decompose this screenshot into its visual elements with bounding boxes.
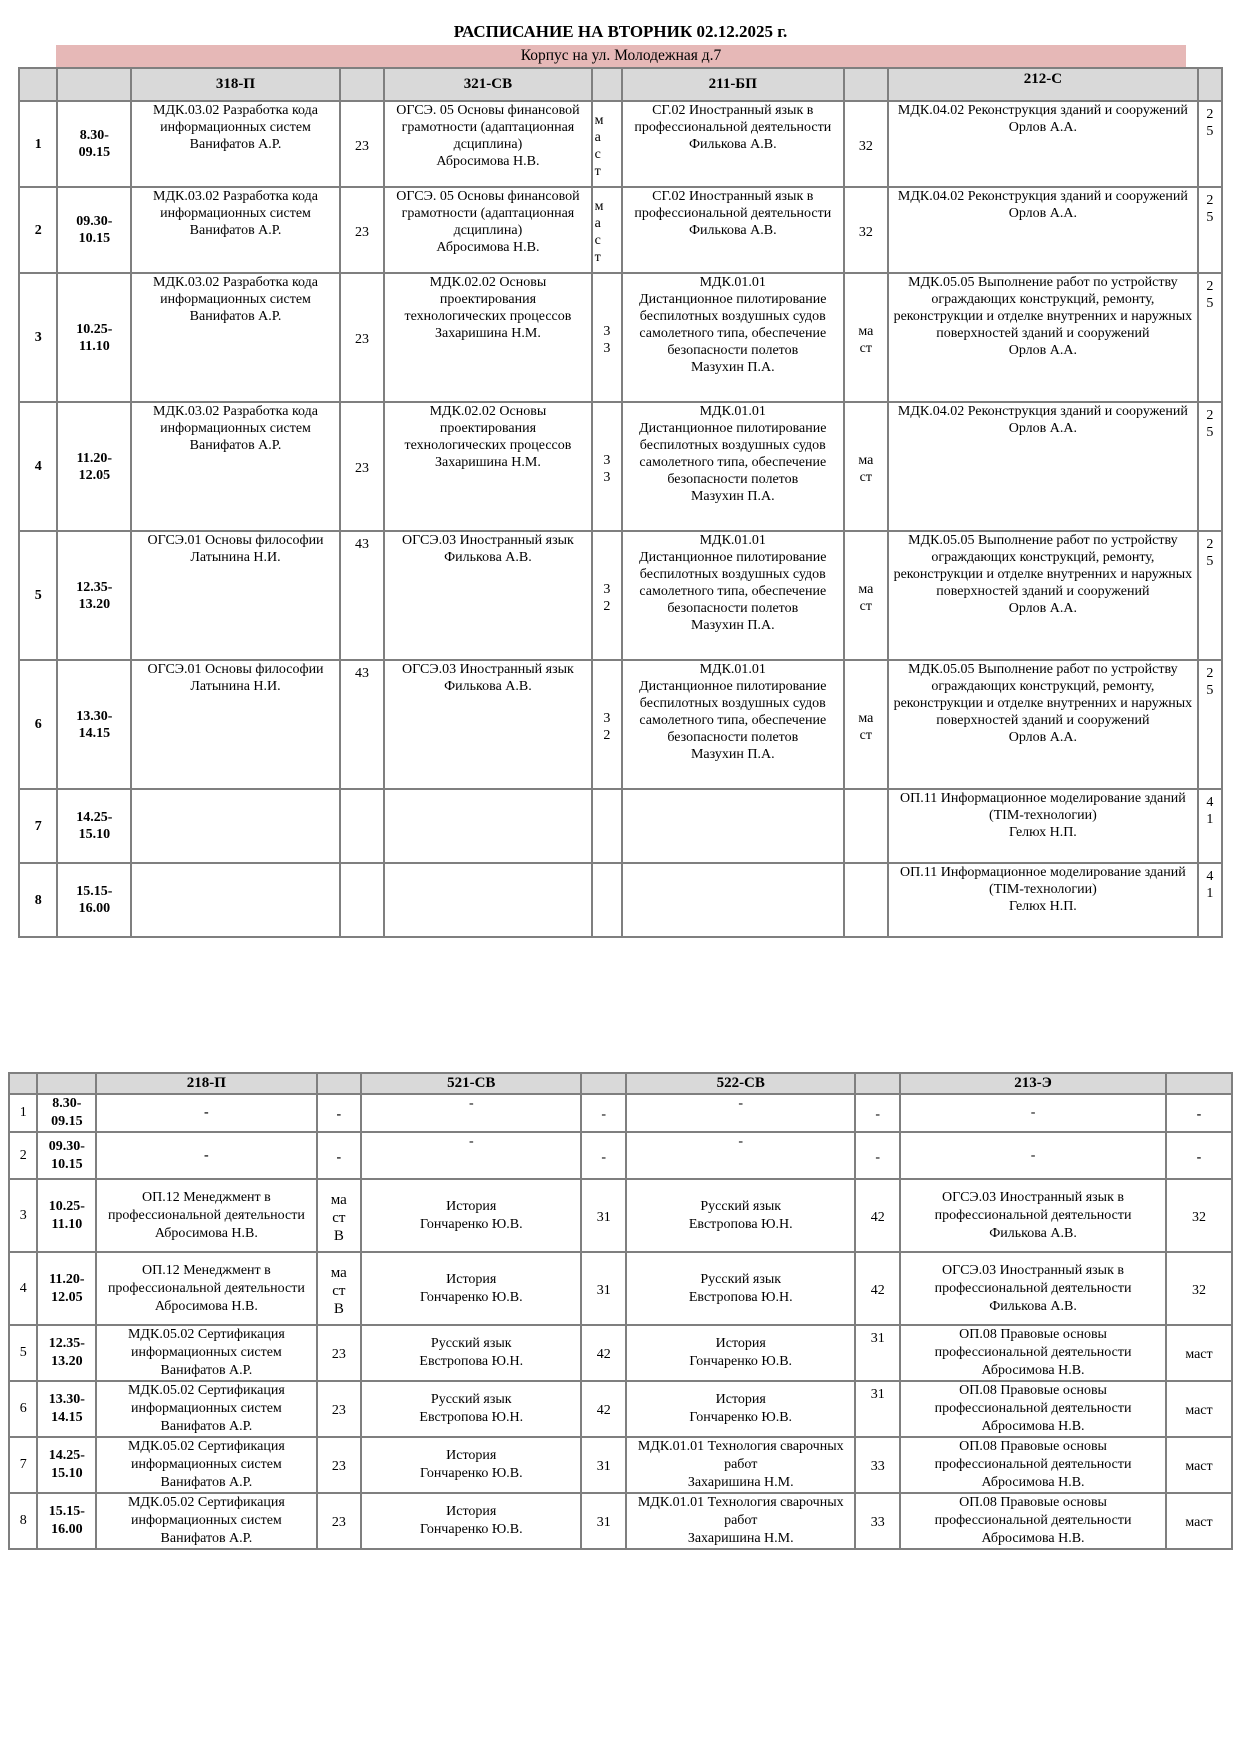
header-room (855, 1073, 900, 1094)
lesson-text: МДК.01.01 Дистанционное пилотирование беспилотных воздушных судов самолетного типа, обеспечение безопасности полетов Мазухин П.А. (639, 404, 827, 504)
table-row (19, 660, 1222, 789)
lesson-text: История Гончаренко Ю.В. (689, 1392, 793, 1425)
lesson-text: ОГСЭ.01 Основы философии Латынина Н.И. (147, 662, 324, 694)
room-cell: 31 (855, 1325, 900, 1381)
lesson-text: - (1030, 1105, 1036, 1120)
lesson-number: 2 (19, 187, 57, 273)
lesson-cell (622, 789, 844, 863)
lesson-text: ОГСЭ. 05 Основы финансовой грамотности (адаптационная дсциплина) Абросимова Н.В. (396, 189, 580, 255)
room-cell: 42 (855, 1179, 900, 1252)
lesson-time: 13.30- 14.15 (57, 660, 131, 789)
lesson-cell (384, 402, 591, 531)
room-cell: 31 (855, 1381, 900, 1437)
lesson-cell (361, 1437, 581, 1493)
schedule-table-2 (8, 1072, 1233, 1550)
room-cell: - (317, 1094, 362, 1132)
lesson-text: ОП.11 Информационное моделирование зданий (ТIМ-технологии) Гелюх Н.П. (900, 791, 1186, 840)
lesson-text: МДК.02.02 Основы проектирования технологических процессов Захаришина Н.М. (404, 404, 572, 470)
lesson-number: 8 (9, 1493, 37, 1549)
table-row (9, 1179, 1232, 1252)
room-cell: ма ст (844, 273, 889, 402)
group-header: 213-Э (900, 1073, 1166, 1094)
lesson-text: ОП.08 Правовые основы профессиональной деятельности Абросимова Н.В. (934, 1439, 1132, 1490)
lesson-cell (96, 1132, 316, 1179)
room-cell (340, 789, 385, 863)
lesson-text: МДК.01.01 Дистанционное пилотирование беспилотных воздушных судов самолетного типа, обеспечение безопасности полетов Мазухин П.А. (639, 275, 827, 375)
table-header-row (19, 68, 1222, 101)
lesson-cell (888, 187, 1198, 273)
lesson-cell (384, 789, 591, 863)
lesson-number: 1 (9, 1094, 37, 1132)
lesson-cell (626, 1132, 855, 1179)
header-num (19, 68, 57, 101)
lesson-cell (626, 1381, 855, 1437)
lesson-text: МДК.05.05 Выполнение работ по устройству ограждающих конструкций, ремонту, реконструкции и отделке внутренних и наружных поверхностей зданий и сооружений Орлов А.А. (893, 275, 1193, 358)
room-cell: маст (1166, 1325, 1232, 1381)
lesson-cell (888, 273, 1198, 402)
lesson-cell (622, 187, 844, 273)
lesson-text: МДК.04.02 Реконструкция зданий и сооружений Орлов А.А. (897, 404, 1188, 436)
lesson-time: 11.20- 12.05 (37, 1252, 96, 1325)
room-cell: 23 (317, 1437, 362, 1493)
room-cell: ма ст (844, 402, 889, 531)
header-room (844, 68, 889, 101)
room-cell (592, 789, 622, 863)
lesson-number: 2 (9, 1132, 37, 1179)
lesson-cell (384, 660, 591, 789)
lesson-text: История Гончаренко Ю.В. (419, 1198, 523, 1232)
header-time (57, 68, 131, 101)
room-cell: маст (1166, 1381, 1232, 1437)
header-room (317, 1073, 362, 1094)
lesson-cell (626, 1325, 855, 1381)
room-cell: ма ст В (317, 1179, 362, 1252)
lesson-number: 8 (19, 863, 57, 937)
lesson-text: МДК.01.01 Технология сварочных работ Захаришина Н.М. (637, 1495, 844, 1546)
lesson-text: МДК.03.02 Разработка кода информационных систем Ванифатов А.Р. (153, 189, 318, 238)
lesson-time: 15.15- 16.00 (37, 1493, 96, 1549)
room-cell: 31 (581, 1179, 626, 1252)
lesson-text: Русский язык Евстропова Ю.Н. (419, 1392, 524, 1425)
room-cell: 2 5 (1198, 273, 1222, 402)
lesson-cell (361, 1493, 581, 1549)
lesson-time: 8.30- 09.15 (37, 1094, 96, 1132)
table-row (19, 863, 1222, 937)
lesson-number: 6 (9, 1381, 37, 1437)
header-room (1166, 1073, 1232, 1094)
lesson-text: МДК.05.02 Сертификация информационных систем Ванифатов А.Р. (127, 1327, 285, 1378)
room-cell: 23 (317, 1493, 362, 1549)
room-cell: - (855, 1094, 900, 1132)
lesson-number: 7 (9, 1437, 37, 1493)
room-cell: 23 (317, 1325, 362, 1381)
lesson-text: Русский язык Евстропова Ю.Н. (419, 1336, 524, 1369)
lesson-text: ОП.12 Менеджмент в профессиональной деятельности Абросимова Н.В. (107, 1262, 305, 1314)
lesson-cell (888, 101, 1198, 187)
lesson-text: МДК.03.02 Разработка кода информационных систем Ванифатов А.Р. (153, 103, 318, 152)
lesson-cell (131, 531, 339, 660)
lesson-cell (626, 1493, 855, 1549)
table-row (19, 531, 1222, 660)
lesson-cell (361, 1094, 581, 1132)
group-header: 522-СВ (626, 1073, 855, 1094)
lesson-text: МДК.05.02 Сертификация информационных систем Ванифатов А.Р. (127, 1495, 285, 1546)
lesson-cell (900, 1325, 1166, 1381)
lesson-text: МДК.01.01 Дистанционное пилотирование беспилотных воздушных судов самолетного типа, обеспечение безопасности полетов Мазухин П.А. (639, 533, 827, 633)
lesson-text: - (468, 1134, 474, 1149)
lesson-number: 6 (19, 660, 57, 789)
table-row (19, 789, 1222, 863)
room-cell: 2 5 (1198, 531, 1222, 660)
room-cell: 23 (340, 402, 385, 531)
room-cell: - (1166, 1132, 1232, 1179)
room-cell: м а с т (592, 187, 622, 273)
lesson-cell (900, 1179, 1166, 1252)
group-header: 321-СВ (384, 68, 591, 101)
lesson-text: МДК.05.02 Сертификация информационных систем Ванифатов А.Р. (127, 1439, 285, 1490)
lesson-cell (384, 531, 591, 660)
lesson-cell (626, 1094, 855, 1132)
lesson-cell (622, 531, 844, 660)
room-cell (844, 789, 889, 863)
room-cell (340, 863, 385, 937)
table-row (9, 1132, 1232, 1179)
lesson-cell (131, 187, 339, 273)
room-cell: маст (1166, 1493, 1232, 1549)
lesson-text: СГ.02 Иностранный язык в профессиональной деятельности Филькова А.В. (634, 189, 832, 238)
table-header-row (9, 1073, 1232, 1094)
lesson-text: Русский язык Евстропова Ю.Н. (688, 1198, 793, 1232)
lesson-time: 8.30- 09.15 (57, 101, 131, 187)
lesson-cell (622, 273, 844, 402)
lesson-number: 5 (19, 531, 57, 660)
room-cell: 31 (581, 1437, 626, 1493)
lesson-cell (96, 1493, 316, 1549)
room-cell: 23 (340, 273, 385, 402)
lesson-text: История Гончаренко Ю.В. (419, 1271, 523, 1305)
table-row (19, 402, 1222, 531)
lesson-text: ОП.11 Информационное моделирование зданий (ТIМ-технологии) Гелюх Н.П. (900, 865, 1186, 914)
lesson-cell (626, 1179, 855, 1252)
room-cell: 3 3 (592, 273, 622, 402)
room-cell: 2 5 (1198, 660, 1222, 789)
room-cell: - (855, 1132, 900, 1179)
room-cell: 3 2 (592, 531, 622, 660)
table-row (9, 1252, 1232, 1325)
lesson-text: МДК.04.02 Реконструкция зданий и сооружений Орлов А.А. (897, 189, 1188, 221)
lesson-cell (131, 660, 339, 789)
header-room (1198, 68, 1222, 101)
lesson-text: История Гончаренко Ю.В. (419, 1504, 523, 1537)
lesson-cell (361, 1252, 581, 1325)
lesson-cell (384, 101, 591, 187)
lesson-text: МДК.02.02 Основы проектирования технологических процессов Захаришина Н.М. (404, 275, 572, 341)
lesson-cell (888, 531, 1198, 660)
lesson-cell (900, 1437, 1166, 1493)
room-cell: 3 3 (592, 402, 622, 531)
lesson-cell (131, 101, 339, 187)
lesson-cell (888, 863, 1198, 937)
header-num (9, 1073, 37, 1094)
lesson-text: МДК.04.02 Реконструкция зданий и сооружений Орлов А.А. (897, 103, 1188, 135)
room-cell: 2 5 (1198, 402, 1222, 531)
room-cell: м а с т (592, 101, 622, 187)
lesson-text: МДК.03.02 Разработка кода информационных систем Ванифатов А.Р. (153, 275, 318, 324)
group-header: 211-БП (622, 68, 844, 101)
header-room (581, 1073, 626, 1094)
lesson-text: МДК.05.05 Выполнение работ по устройству ограждающих конструкций, ремонту, реконструкции и отделке внутренних и наружных поверхностей зданий и сооружений Орлов А.А. (893, 533, 1193, 616)
room-cell: 2 5 (1198, 101, 1222, 187)
lesson-text: МДК.01.01 Дистанционное пилотирование беспилотных воздушных судов самолетного типа, обеспечение безопасности полетов Мазухин П.А. (639, 662, 827, 762)
room-cell: 42 (581, 1381, 626, 1437)
lesson-time: 14.25- 15.10 (57, 789, 131, 863)
lesson-text: - (468, 1096, 474, 1111)
table-row (19, 101, 1222, 187)
room-cell: 32 (1166, 1179, 1232, 1252)
lesson-time: 15.15- 16.00 (57, 863, 131, 937)
room-cell: 4 1 (1198, 789, 1222, 863)
lesson-time: 12.35- 13.20 (37, 1325, 96, 1381)
lesson-text: История Гончаренко Ю.В. (419, 1448, 523, 1481)
lesson-text: История Гончаренко Ю.В. (689, 1336, 793, 1369)
header-room (340, 68, 385, 101)
room-cell: 3 2 (592, 660, 622, 789)
lesson-text: МДК.01.01 Технология сварочных работ Захаришина Н.М. (637, 1439, 844, 1490)
lesson-time: 09.30- 10.15 (37, 1132, 96, 1179)
room-cell (844, 863, 889, 937)
group-header: 218-П (96, 1073, 316, 1094)
header-room (592, 68, 622, 101)
lesson-number: 3 (19, 273, 57, 402)
lesson-number: 4 (9, 1252, 37, 1325)
table-row (9, 1493, 1232, 1549)
lesson-cell (131, 789, 339, 863)
lesson-cell (622, 660, 844, 789)
lesson-cell (626, 1252, 855, 1325)
lesson-cell (888, 660, 1198, 789)
page-title: РАСПИСАНИЕ НА ВТОРНИК 02.12.2025 г. (453, 22, 788, 41)
lesson-cell (900, 1132, 1166, 1179)
group-header: 521-СВ (361, 1073, 581, 1094)
lesson-text: ОГСЭ.03 Иностранный язык в профессиональной деятельности Филькова А.В. (934, 1189, 1132, 1241)
building-banner: Корпус на ул. Молодежная д.7 (56, 45, 1186, 67)
group-header: 212-С (888, 68, 1198, 101)
lesson-number: 1 (19, 101, 57, 187)
lesson-cell (888, 789, 1198, 863)
lesson-time: 11.20- 12.05 (57, 402, 131, 531)
room-cell: ма ст (844, 660, 889, 789)
lesson-number: 7 (19, 789, 57, 863)
lesson-cell (361, 1179, 581, 1252)
lesson-time: 09.30- 10.15 (57, 187, 131, 273)
lesson-number: 3 (9, 1179, 37, 1252)
lesson-text: Русский язык Евстропова Ю.Н. (688, 1271, 793, 1305)
room-cell (592, 863, 622, 937)
lesson-cell (622, 863, 844, 937)
lesson-cell (96, 1437, 316, 1493)
lesson-cell (384, 273, 591, 402)
lesson-cell (900, 1094, 1166, 1132)
room-cell: 42 (855, 1252, 900, 1325)
lesson-cell (361, 1381, 581, 1437)
lesson-cell (888, 402, 1198, 531)
lesson-text: ОП.08 Правовые основы профессиональной деятельности Абросимова Н.В. (934, 1495, 1132, 1546)
lesson-cell (131, 863, 339, 937)
room-cell: - (1166, 1094, 1232, 1132)
room-cell: - (317, 1132, 362, 1179)
lesson-text: ОГСЭ.01 Основы философии Латынина Н.И. (147, 533, 324, 565)
lesson-time: 13.30- 14.15 (37, 1381, 96, 1437)
lesson-cell (96, 1094, 316, 1132)
table-row (9, 1094, 1232, 1132)
lesson-text: - (204, 1147, 209, 1163)
room-cell: 33 (855, 1437, 900, 1493)
lesson-cell (622, 101, 844, 187)
lesson-cell (626, 1437, 855, 1493)
lesson-text: - (1030, 1147, 1036, 1163)
lesson-cell (96, 1325, 316, 1381)
lesson-cell (361, 1132, 581, 1179)
lesson-cell (131, 273, 339, 402)
lesson-cell (384, 863, 591, 937)
room-cell: 31 (581, 1252, 626, 1325)
lesson-cell (361, 1325, 581, 1381)
lesson-text: СГ.02 Иностранный язык в профессиональной деятельности Филькова А.В. (634, 103, 832, 152)
lesson-text: - (738, 1134, 744, 1149)
room-cell: 43 (340, 531, 385, 660)
room-cell: 23 (340, 101, 385, 187)
room-cell: 32 (1166, 1252, 1232, 1325)
room-cell: маст (1166, 1437, 1232, 1493)
room-cell: 42 (581, 1325, 626, 1381)
lesson-cell (900, 1493, 1166, 1549)
lesson-cell (900, 1381, 1166, 1437)
lesson-time: 10.25- 11.10 (37, 1179, 96, 1252)
room-cell: 32 (844, 187, 889, 273)
lesson-text: ОП.12 Менеджмент в профессиональной деятельности Абросимова Н.В. (107, 1189, 305, 1241)
lesson-cell (131, 402, 339, 531)
lesson-time: 12.35- 13.20 (57, 531, 131, 660)
header-time (37, 1073, 96, 1094)
lesson-cell (96, 1381, 316, 1437)
lesson-text: - (204, 1105, 209, 1120)
table-row (9, 1325, 1232, 1381)
lesson-cell (900, 1252, 1166, 1325)
room-cell: ма ст В (317, 1252, 362, 1325)
room-cell: 23 (317, 1381, 362, 1437)
table-row (9, 1381, 1232, 1437)
lesson-cell (622, 402, 844, 531)
lesson-text: - (738, 1096, 744, 1111)
lesson-text: МДК.03.02 Разработка кода информационных систем Ванифатов А.Р. (153, 404, 318, 453)
room-cell: 32 (844, 101, 889, 187)
room-cell: 31 (581, 1493, 626, 1549)
lesson-text: ОГСЭ.03 Иностранный язык в профессиональной деятельности Филькова А.В. (934, 1262, 1132, 1314)
lesson-time: 10.25- 11.10 (57, 273, 131, 402)
lesson-time: 14.25- 15.10 (37, 1437, 96, 1493)
lesson-cell (96, 1252, 316, 1325)
table-row (19, 187, 1222, 273)
table-row (19, 273, 1222, 402)
lesson-text: МДК.05.02 Сертификация информационных систем Ванифатов А.Р. (127, 1383, 285, 1434)
room-cell: - (581, 1094, 626, 1132)
group-header: 318-П (131, 68, 339, 101)
lesson-cell (384, 187, 591, 273)
lesson-text: ОГСЭ.03 Иностранный язык Филькова А.В. (402, 662, 574, 694)
lesson-text: ОГСЭ. 05 Основы финансовой грамотности (адаптационная дсциплина) Абросимова Н.В. (396, 103, 580, 169)
lesson-text: ОП.08 Правовые основы профессиональной деятельности Абросимова Н.В. (934, 1383, 1132, 1434)
room-cell: ма ст (844, 531, 889, 660)
room-cell: 33 (855, 1493, 900, 1549)
schedule-table-1 (18, 67, 1223, 938)
room-cell: 23 (340, 187, 385, 273)
lesson-cell (96, 1179, 316, 1252)
lesson-text: ОГСЭ.03 Иностранный язык Филькова А.В. (402, 533, 574, 565)
lesson-number: 4 (19, 402, 57, 531)
room-cell: - (581, 1132, 626, 1179)
table-row (9, 1437, 1232, 1493)
room-cell: 4 1 (1198, 863, 1222, 937)
lesson-text: МДК.05.05 Выполнение работ по устройству ограждающих конструкций, ремонту, реконструкции и отделке внутренних и наружных поверхностей зданий и сооружений Орлов А.А. (893, 662, 1193, 745)
lesson-text: ОП.08 Правовые основы профессиональной деятельности Абросимова Н.В. (934, 1327, 1132, 1378)
lesson-number: 5 (9, 1325, 37, 1381)
room-cell: 2 5 (1198, 187, 1222, 273)
room-cell: 43 (340, 660, 385, 789)
